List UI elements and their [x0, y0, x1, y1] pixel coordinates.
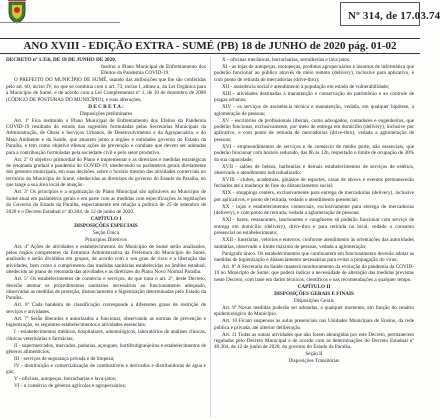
list-item: X - oficinas mecânicas, borracharias, serralherias e lava jatos; — [222, 57, 351, 63]
list-item: XV - escritórios de profissionais liberais, como advogados, contadores e engenheiros, que poderão funcionar, exclusivamente, por meio de entrega em domicílio (delivery), inclusive por aplicativo, e com ponto de retirada de mercadorias (drive-thru), vedada a aglomeração de pessoas; — [214, 117, 414, 143]
coat-of-arms-icon — [6, 0, 28, 24]
chapter-1-heading: CAPÍTULO I — [90, 215, 122, 222]
list-item: XVII - salões de beleza, barbearias e demais estabelecimentos de serviços de estética, observado o atendimento individualizado; — [214, 163, 414, 177]
list-item: XXII - funerárias, velórios e enterros, conforme atendimento às orientações das autoridades sanitárias, observado o limite máximo de pessoas, vedada a aglomeração; — [214, 237, 414, 250]
article-5: Art. 5º Os estabelecimentos de comércio e serviços, de que trata o art. 2º, deste Decreto, deverão atentar os procedimentos sanitários necessários ao funcionamento adequado, observadas as medidas de proteção, distanciamento e higienização determinadas pelo Estado da Paraíba. — [6, 276, 206, 302]
list-item: V - oficinas, autopeças, borracharias e lava-jatos; — [14, 376, 117, 383]
issue-number: Nº 314, de 17.03.74 — [348, 10, 440, 22]
article-11: Art. 11 Todas as outras atividades que não forem abrangidas por este Decreto, permanecem reguladas pelo Decreto Municipal e de acordo com as determinações do Decreto Estadual nº 40.304, de 12 de junho de 2020, do governo do Estado da Paraíba. — [214, 331, 414, 351]
edition-banner-text: ANO XVIII - EDIÇÃO EXTRA - SUMÉ (PB) 18 de JUNHO de 2020 pág. 01-02 — [23, 40, 397, 52]
list-item: XXI - bares, restaurantes, lanchonetes e congêneres só poderão funcionar com serviço de entrega em domicílio (delivery), drive-thru e para retirada no local, vedado o consumo presencial no estabelecimento; — [214, 217, 414, 237]
decree-ementa: Institui o Plano Municipal de Enfrentamento dos Efeitos da Pandemia COVID-19. — [101, 64, 206, 77]
list-item: Parágrafo único. Os estabelecimentos que continuarem em funcionamento deverão adotar as medidas de higienização e distanciamento necessárias para evitar a propagação do vírus; — [214, 250, 414, 263]
article-6: Art. 6º Cada bandeira de classificação corresponde a diferentes graus de restrição de serviços e atividades. — [6, 302, 206, 315]
prelim-heading: Disposições preliminares — [79, 110, 133, 117]
list-item: XI - as lojas de autopeças, motopeças, produtos agropecuários e insumos de informática que poderão funcionar ao público através de meio remoto (delivery), inclusive para aplicativo, e com ponto de retirada de mercadorias (drive-thru); — [214, 64, 414, 83]
right-column — [214, 57, 414, 365]
masthead-rule — [0, 22, 120, 31]
list-item: XII - assistência social e atendimento à população em estado de vulnerabilidade; — [222, 83, 390, 90]
list-item: IV - distribuição e comercialização de combustíveis e derivados e distribuidoras de água e gás; — [6, 362, 206, 376]
list-item: XIII - atividades destinadas à manutenção e conservação do patrimônio e ao controle de pragas urbanas; — [214, 90, 414, 104]
chapter-1-title: DISPOSIÇÕES ESPECIAIS — [74, 222, 138, 229]
section-2-heading: Seção II — [305, 351, 323, 358]
list-item: XVI - empreendimentos de serviços e de comércio de médio porte, não essenciais, que poderão funcionar com horário reduzido, das 8h às 12h, respeitado o limite de ocupação de 30% da sua capacidade; — [214, 143, 414, 163]
list-item: XX - lojas e estabelecimentos comerciais, exclusivamente para entrega de mercadorias (delivery), e com ponto de retirada, vedada a aglomeração de pessoas; — [214, 203, 414, 217]
masthead — [0, 0, 440, 36]
column-divider — [210, 57, 211, 417]
article-9: Art. 9º Novas medidas poderão ser adotadas, a qualquer momento, em função do cenário epidemiológico do Município. — [214, 304, 414, 318]
list-item: VI - o comércio de gêneros agrícolas e agropecuários; — [14, 383, 127, 390]
list-item: III - serviços de segurança privada e de limpeza; — [14, 355, 115, 362]
decree-title: DECRETO nº 1.356, DE 18 DE JUNHO DE 2020. — [6, 57, 117, 63]
section-2-title: Disposições Transitórias — [288, 358, 340, 365]
article-2: Art. 2º O objetivo primordial do Plano é implementar e as diretrizes e medidas estratégicas de retomada gradual a pandemia do COVID-19, obedecendo os parâmetros gerais diretamente dos gestores municipais, em suas decisões, sobre o horário mesmo das atividades comerciais no território do Município de Sumé, obedecidas as diretrizes do governo do Estado da Paraíba, no que tange a sua área local de atuação. — [6, 156, 206, 189]
section-unica: Seção Única — [92, 229, 120, 236]
chapter-2-subtitle: Disposições Gerais — [294, 297, 334, 304]
article-8: Art. 8º A Secretaria da Saúde manterá monitoramento da evolução da pandemia da COVID-19 no Município de Sumé, que poderá indicar a necessidade de alteração das medidas previstas neste Decreto, com base em dados técnicos, científicos e nas recomendações a qualquer tempo. — [214, 263, 414, 283]
chapter-2-heading: CAPÍTULO II — [297, 283, 331, 290]
list-item: XVIII - clubes, academias, ginásios de esportes, casas de shows e eventos permanecerão fechados até a mudança de fase do distanciamento social; — [214, 177, 414, 190]
list-item: XIV - os serviços de assistência técnica e manutenção, vedada, em qualquer hipótese, a aglomeração de pessoas; — [214, 104, 414, 117]
list-item: XIX - shoppings centers, exclusivamente para entrega de mercadorias (delivery), inclusive por aplicativos, e ponto de retirada, vedado o atendimento presencial; — [214, 190, 414, 203]
left-column — [6, 57, 206, 390]
list-item: I - estabelecimentos médicos, hospitalares, odontológicos, laboratórios de análises clínicas, clínicas veterinárias e farmácias; — [6, 329, 206, 342]
decree-preamble: O PREFEITO DO MUNICÍPIO DE SUMÉ, usando das atribuições que lhe são conferidas pelo art. 60, inciso IV, no que se combina com o art. 73, inciso I, alínea a, da Lei Orgânica para a Municipio de Sumé, e de acordo com a Lei Complementar nº 1, de 10 de dezembro de 2008 (CÓDIGO DE POSTURAS DO MUNICÍPIO), e suas alterações, — [6, 77, 206, 103]
chapter-2-title: DISPOSIÇÕES GERAIS E FINAIS — [274, 290, 354, 297]
article-1: Art. 1º Fica instituído o Plano Municipal de Enfrentamento dos Efeitos da Pandemia COVID-19 resultado do estudo das sugestões formuladas pelas Secretarias Municipais da Administração, de Obras e Serviços Urbanos, de Desenvolvimento e da Agropecuária, e do Meio Ambiente e da Saúde, que atuarem junto a órgãos e entidades governo do Estado da Paraíba, e tem como objetivo efetuar ações de prevenção e combate que devem ser adotadas para a contribuição formuladas pela sociedade civil e pelo setor produtivo. — [6, 117, 206, 156]
article-7: Art. 7º Serão liberados e autorizados a funcionar, observando as normas de prevenção e higienização, os seguintes estabelecimentos e atividades essenciais: — [6, 315, 206, 329]
article-10: Art. 10 Ficam suspensos as aulas presenciais nas Unidades Municipais de Ensino, da rede pública e privada, até ulterior deliberação. — [214, 318, 414, 331]
list-item: II - supermercados, mercados, padarias, açougues, hortifrutigranjeiros e estabelecimentos de gêneros alimentícios; — [6, 342, 206, 355]
article-3: Art. 3º Os princípios e a organização do Plano Municipal são aplicáveis no Município de Sumé atual em parâmetros gerais e em parte com as medidas com especificações às legislações do Governo do Estado da Paraíba, especialmente em relação à política de 25 de setembro de 2020 e o Decreto Estadual nº 40.304, de 12 de junho de 2020. — [6, 189, 206, 215]
decree-decreta: D E C R E T A : — [88, 103, 124, 110]
article-4: Art. 4º Ações de atividades e estabelecimentos do Município de Sumé serão analisados, pelos órgãos competentes da Estrutura Administrativa da Prefeitura do Município de Sumé, analisado e serão divididos em grupos, de acordo com o seu grau de risco e a liberação das atividades, bem como o cumprimento das medidas sanitárias estabelecidas no âmbito estadual, obedecido ao plano de retomada das atividades e as diretrizes do Plano Novo Normal Paraíba. — [6, 243, 206, 276]
section-unica-title: Princípios Diretivos — [85, 236, 127, 243]
